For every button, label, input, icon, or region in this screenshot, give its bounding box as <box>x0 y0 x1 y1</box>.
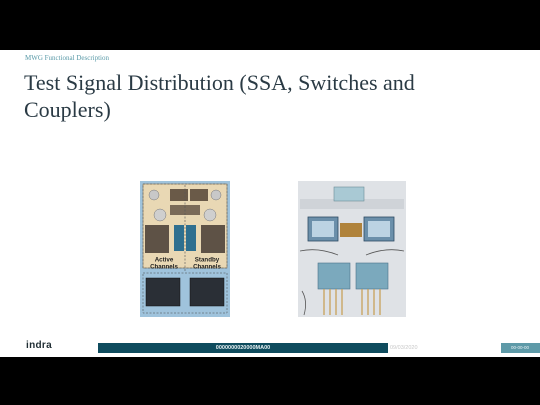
document-id: 0000000020000MA00 <box>215 345 271 351</box>
channel-diagram-image <box>140 181 230 317</box>
switch-hardware-photo <box>298 181 406 317</box>
page-number-bar <box>501 343 540 353</box>
slide-title: Test Signal Distribution (SSA, Switches and Couplers) <box>24 70 415 122</box>
label-standby-channels: Standby Channels <box>193 256 221 271</box>
section-label: MWG Functional Description <box>25 54 109 62</box>
date-text: 09/03/2020 <box>390 345 418 351</box>
indra-logo: indra <box>26 340 52 351</box>
slide <box>0 50 540 357</box>
label-active-channels: Active Channels <box>150 256 178 271</box>
date-bar <box>390 343 500 353</box>
document-id-bar <box>98 343 388 353</box>
page-number: 00-00-00 <box>511 345 530 350</box>
